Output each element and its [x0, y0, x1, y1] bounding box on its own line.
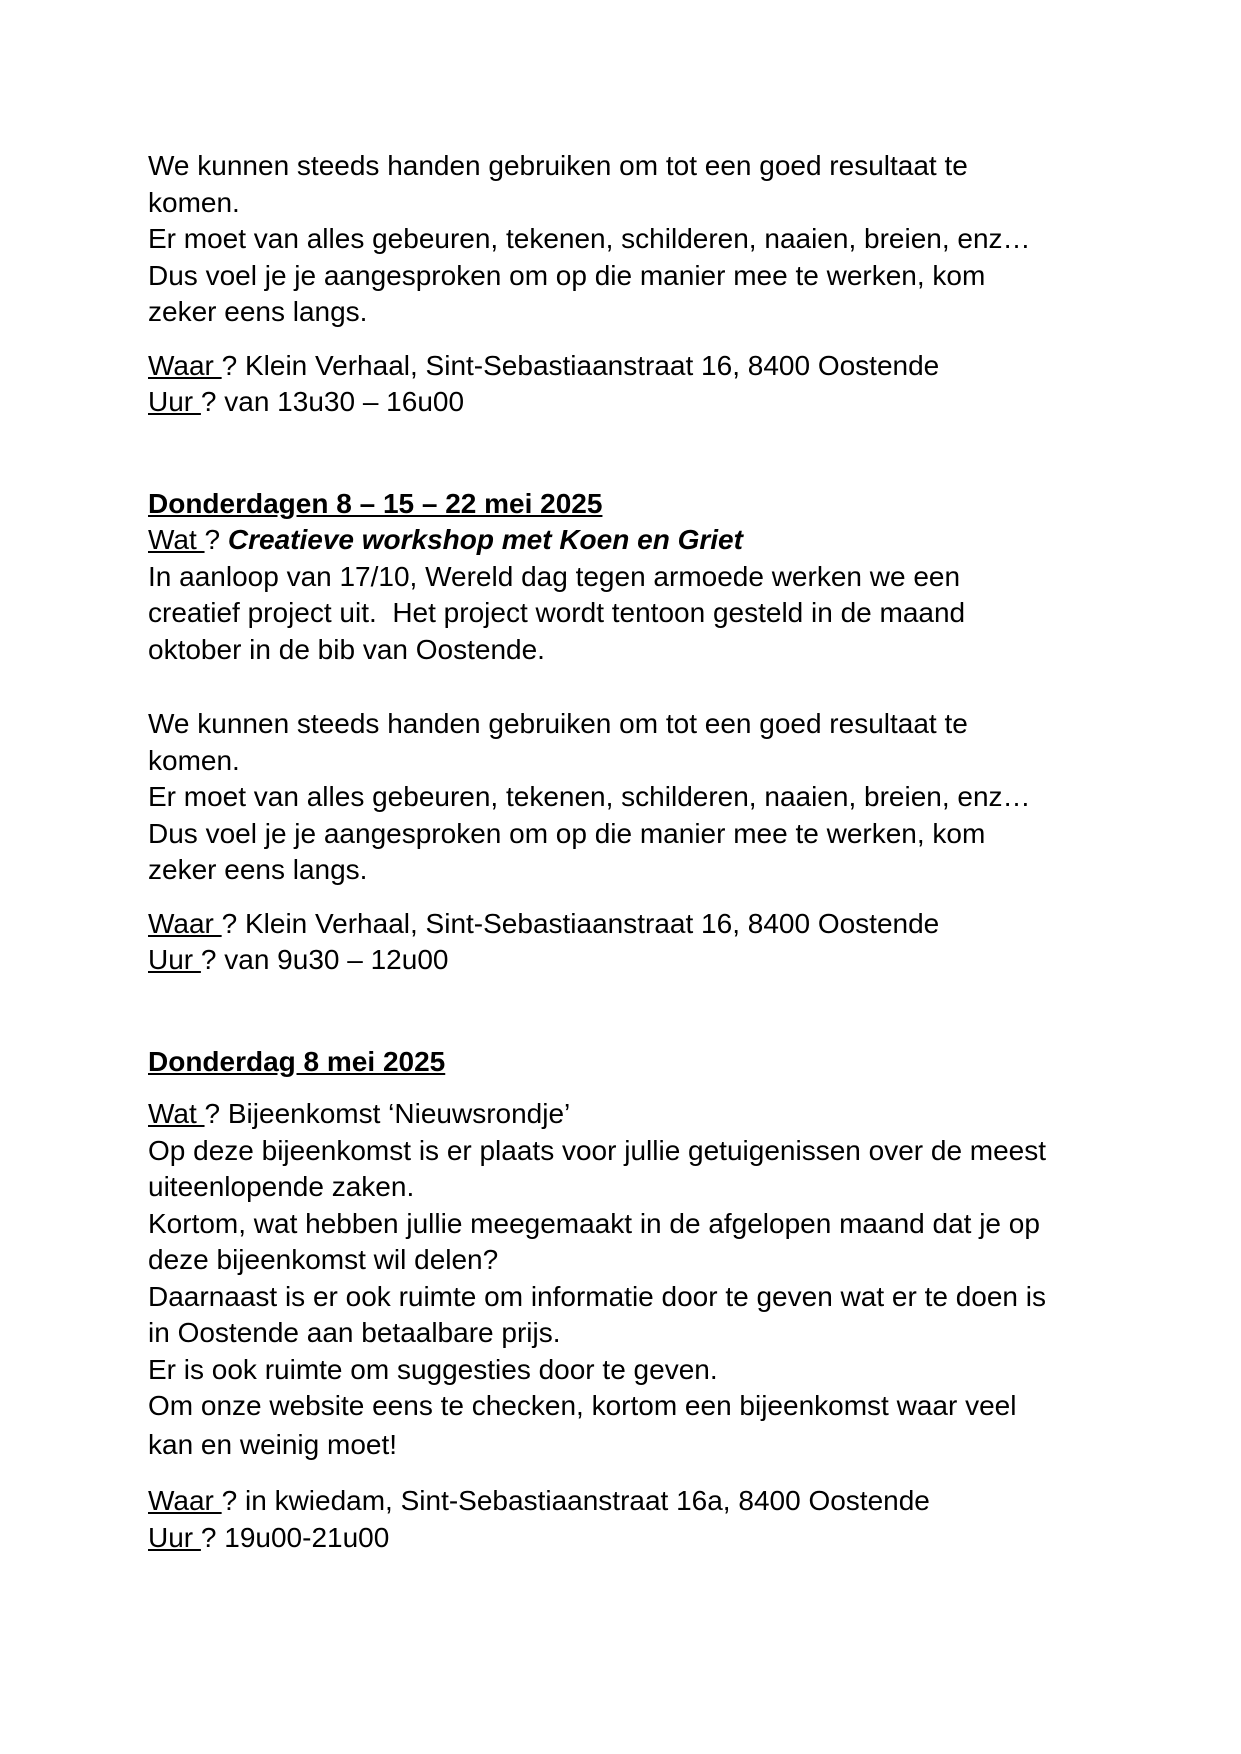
waar-label: Waar	[148, 907, 222, 939]
waar-line	[148, 1483, 1168, 1520]
paragraph-kan-en-weinig	[148, 1427, 1168, 1464]
text-line: Om onze website eens te checken, kortom een bijeenkomst waar veel	[148, 1390, 1017, 1421]
wat-value: ? Bijeenkomst ‘Nieuwsrondje’	[204, 1098, 571, 1129]
text-line: deze bijeenkomst wil delen?	[148, 1244, 499, 1275]
wat-label: Wat	[148, 1098, 205, 1129]
paragraph-workshop-pm	[148, 148, 1168, 331]
text-line: oktober in de bib van Oostende.	[148, 633, 545, 665]
uur-value: ? van 13u30 – 16u00	[200, 386, 465, 417]
text-line: We kunnen steeds handen gebruiken om tot een goed resultaat te	[148, 150, 968, 181]
text-line: Er moet van alles gebeuren, tekenen, schilderen, naaien, breien, enz…	[148, 223, 1031, 254]
text-line: komen.	[148, 186, 240, 218]
wat-separator: ?	[204, 524, 228, 555]
section-heading: Donderdag 8 mei 2025	[148, 1045, 446, 1077]
text-line: Er is ook ruimte om suggesties door te geven.	[148, 1353, 718, 1385]
where-when-nieuwsrondje	[148, 1483, 1168, 1556]
text-line: Daarnaast is er ook ruimte om informatie door te geven wat er te doen is	[148, 1280, 1046, 1312]
text-line: creatief project uit. Het project wordt tentoon gesteld in de maand	[148, 597, 966, 628]
text-line: zeker eens langs.	[148, 296, 368, 327]
uur-value: ? van 9u30 – 12u00	[200, 944, 449, 975]
waar-value: ? Klein Verhaal, Sint-Sebastiaanstraat 16, 8400 Oostende	[221, 907, 940, 939]
text-line: komen.	[148, 744, 240, 776]
section-donderdagen-mei	[148, 486, 1168, 669]
where-when-workshop-pm	[148, 348, 1168, 421]
uur-label: Uur	[148, 944, 201, 975]
paragraph-workshop-am	[148, 706, 1168, 889]
paragraph-nieuwsrondje	[148, 1096, 1168, 1425]
workshop-title: Creatieve workshop met Koen en Griet	[227, 524, 743, 555]
text-line: Op deze bijeenkomst is er plaats voor jullie getuigenissen over de meest	[148, 1134, 1047, 1166]
wat-line	[148, 522, 1168, 559]
text-line: Kortom, wat hebben jullie meegemaakt in de afgelopen maand dat je op	[148, 1207, 1040, 1239]
uur-line	[148, 942, 1168, 979]
waar-label: Waar	[148, 349, 222, 381]
text-line: Dus voel je je aangesproken om op die manier mee te werken, kom	[148, 817, 986, 849]
text-line: in Oostende aan betaalbare prijs.	[148, 1317, 561, 1348]
uur-line	[148, 384, 1168, 421]
waar-line	[148, 906, 1168, 943]
uur-value: ? 19u00-21u00	[200, 1521, 390, 1553]
section-donderdag-8-mei	[148, 1044, 1168, 1081]
text-line: In aanloop van 17/10, Wereld dag tegen armoede werken we een	[148, 560, 961, 592]
waar-value: ? in kwiedam, Sint-Sebastiaanstraat 16a, 8400 Oostende	[221, 1485, 930, 1516]
waar-label: Waar	[148, 1485, 222, 1516]
text-line: Er moet van alles gebeuren, tekenen, schilderen, naaien, breien, enz…	[148, 781, 1031, 812]
text-line: zeker eens langs.	[148, 854, 368, 885]
uur-line	[148, 1520, 1168, 1557]
document-content	[148, 148, 1168, 1556]
wat-label: Wat	[148, 524, 205, 555]
text-line: uiteenlopende zaken.	[148, 1171, 415, 1202]
text-line: kan en weinig moet!	[148, 1428, 398, 1460]
where-when-workshop-am	[148, 906, 1168, 979]
uur-label: Uur	[148, 386, 201, 417]
text-line: Dus voel je je aangesproken om op die manier mee te werken, kom	[148, 259, 986, 291]
waar-line	[148, 348, 1168, 385]
wat-line	[148, 1096, 1168, 1133]
waar-value: ? Klein Verhaal, Sint-Sebastiaanstraat 16, 8400 Oostende	[221, 349, 940, 381]
uur-label: Uur	[148, 1521, 201, 1553]
text-line: We kunnen steeds handen gebruiken om tot een goed resultaat te	[148, 708, 968, 739]
section-heading: Donderdagen 8 – 15 – 22 mei 2025	[148, 487, 603, 519]
